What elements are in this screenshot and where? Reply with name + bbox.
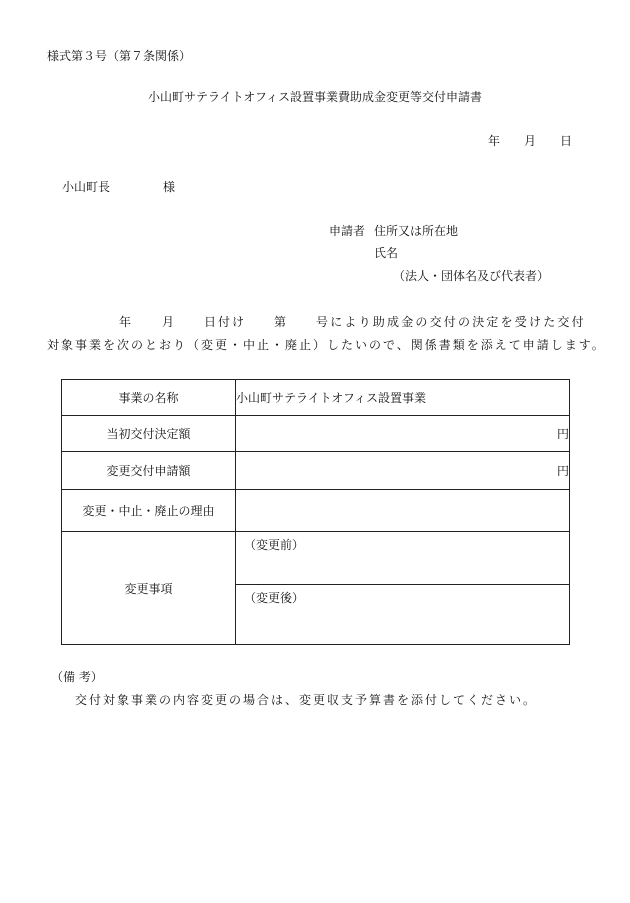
addressee-name: 小山町長 [62, 180, 111, 194]
document-title: 小山町サテライトオフィス設置事業費助成金変更等交付申請書 [148, 90, 482, 104]
change-before-label: （変更前） [244, 538, 305, 552]
remarks-title: （備 考） [51, 670, 103, 684]
applicant-note: （法人・団体名及び代表者） [393, 269, 550, 283]
change-after-area[interactable] [236, 585, 569, 644]
table-row [62, 490, 570, 532]
date-year-label: 年 [488, 134, 501, 148]
changed-amount-value[interactable] [236, 452, 570, 490]
table-row [62, 380, 570, 416]
remarks-text: 交付対象事業の内容変更の場合は、変更収支予算書を添付してください。 [75, 693, 538, 707]
body-line2: 対象事業を次のとおり（変更・中止・廃止）したいので、関係書類を添えて申請します。 [47, 338, 606, 352]
applicant-name-label: 氏名 [374, 246, 399, 260]
changed-amount-label: 変更交付申請額 [62, 452, 236, 490]
table-row [62, 416, 570, 452]
body-year: 年 [119, 315, 132, 329]
table-row [62, 532, 570, 645]
project-name-label: 事業の名称 [62, 380, 236, 416]
initial-amount-value[interactable] [236, 416, 570, 452]
body-month: 月 [162, 315, 175, 329]
applicant-label: 申請者 [329, 224, 366, 238]
body-line1-text: 号により助成金の交付の決定を受けた交付 [316, 315, 586, 329]
initial-amount-label: 当初交付決定額 [62, 416, 236, 452]
form-number: 様式第３号（第７条関係） [47, 49, 192, 63]
body-dated: 日付け [204, 315, 247, 329]
addressee-honorific: 様 [163, 180, 176, 194]
reason-value[interactable] [236, 490, 570, 532]
yen-unit: 円 [556, 464, 569, 478]
project-name-value[interactable]: 小山町サテライトオフィス設置事業 [236, 380, 570, 416]
change-items-cell [236, 532, 570, 645]
change-items-label: 変更事項 [62, 532, 236, 645]
yen-unit: 円 [556, 427, 569, 441]
applicant-address-label: 住所又は所在地 [374, 224, 459, 238]
application-table [61, 379, 570, 645]
body-number-prefix: 第 [274, 315, 287, 329]
table-row [62, 452, 570, 490]
change-after-label: （変更後） [244, 591, 305, 605]
reason-label: 変更・中止・廃止の理由 [62, 490, 236, 532]
date-month-label: 月 [524, 134, 537, 148]
date-day-label: 日 [560, 134, 573, 148]
change-before-area[interactable] [236, 532, 569, 585]
